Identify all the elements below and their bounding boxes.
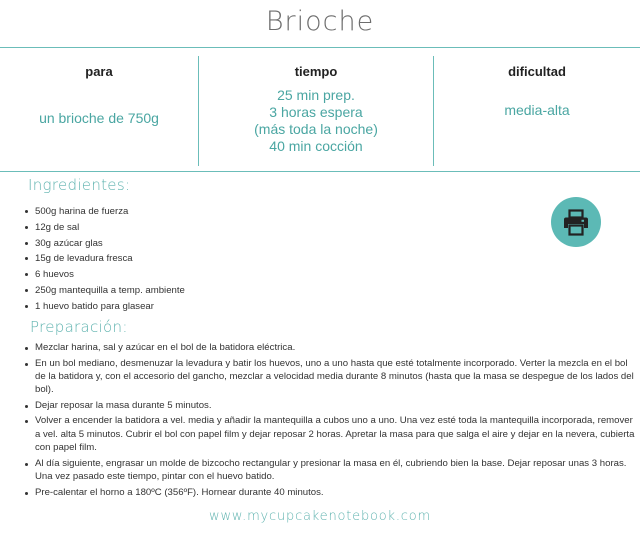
para-value: un brioche de 750g: [39, 110, 159, 126]
dificultad-value: media-alta: [504, 102, 570, 118]
recipe-title: Brioche: [265, 6, 375, 37]
tiempo-line: 3 horas espera: [269, 104, 363, 120]
ingredient-item: 500g harina de fuerza: [22, 204, 442, 220]
preparation-title: Preparación:: [30, 318, 128, 336]
ingredient-item: 30g azúcar glas: [22, 236, 442, 252]
ingredient-item: 15g de levadura fresca: [22, 251, 442, 267]
tiempo-line: 40 min cocción: [269, 138, 363, 154]
tiempo-label: tiempo: [294, 64, 338, 79]
ingredients-list: [22, 204, 442, 315]
bottom-divider: [0, 171, 640, 172]
info-tiempo: [199, 48, 433, 171]
tiempo-line: (más toda la noche): [254, 121, 378, 137]
info-para: [0, 48, 198, 171]
tiempo-value: [199, 87, 433, 155]
dificultad-label: dificultad: [508, 64, 566, 79]
tiempo-line: 25 min prep.: [277, 87, 355, 103]
ingredient-item: 1 huevo batido para glasear: [22, 299, 442, 315]
footer-url[interactable]: www.mycupcakenotebook.com: [209, 509, 431, 524]
printer-icon: [551, 197, 601, 247]
preparation-step: Volver a encender la batidora a vel. media y añadir la mantequilla a cubos uno a uno. Una vez esté toda la mantequilla incorporada, remover a vel. alta 5 minutos. Cubrir el bol con papel film y dejar reposar 2 horas. Apretar la masa para que salga el aire y dejar en la nevera, cubierta con papel film.: [22, 414, 638, 454]
preparation-list: [22, 341, 638, 501]
ingredient-item: 6 huevos: [22, 267, 442, 283]
ingredients-title: Ingredientes:: [28, 176, 131, 194]
preparation-step: En un bol mediano, desmenuzar la levadura y batir los huevos, uno a uno hasta que esté totalmente incorporado. Verter la mezcla en el bol de la batidora y, con el accesorio del gancho, mezclar a velocidad media durante 8 minutos (hasta que la masa se despegue de los lados del bol).: [22, 357, 638, 397]
ingredient-item: 250g mantequilla a temp. ambiente: [22, 283, 442, 299]
ingredient-item: 12g de sal: [22, 220, 442, 236]
para-label: para: [85, 64, 113, 79]
preparation-step: Dejar reposar la masa durante 5 minutos.: [22, 399, 638, 412]
preparation-step: Mezclar harina, sal y azúcar en el bol de la batidora eléctrica.: [22, 341, 638, 354]
print-button[interactable]: [551, 197, 601, 247]
info-dificultad: [434, 48, 640, 171]
preparation-step: Al día siguiente, engrasar un molde de bizcocho rectangular y presionar la masa en él, cubriendo bien la base. Dejar reposar unas 3 horas. Una vez pasado este tiempo, pintar con el huevo batido.: [22, 457, 638, 484]
preparation-step: Pre-calentar el horno a 180ºC (356ºF). Hornear durante 40 minutos.: [22, 486, 638, 499]
